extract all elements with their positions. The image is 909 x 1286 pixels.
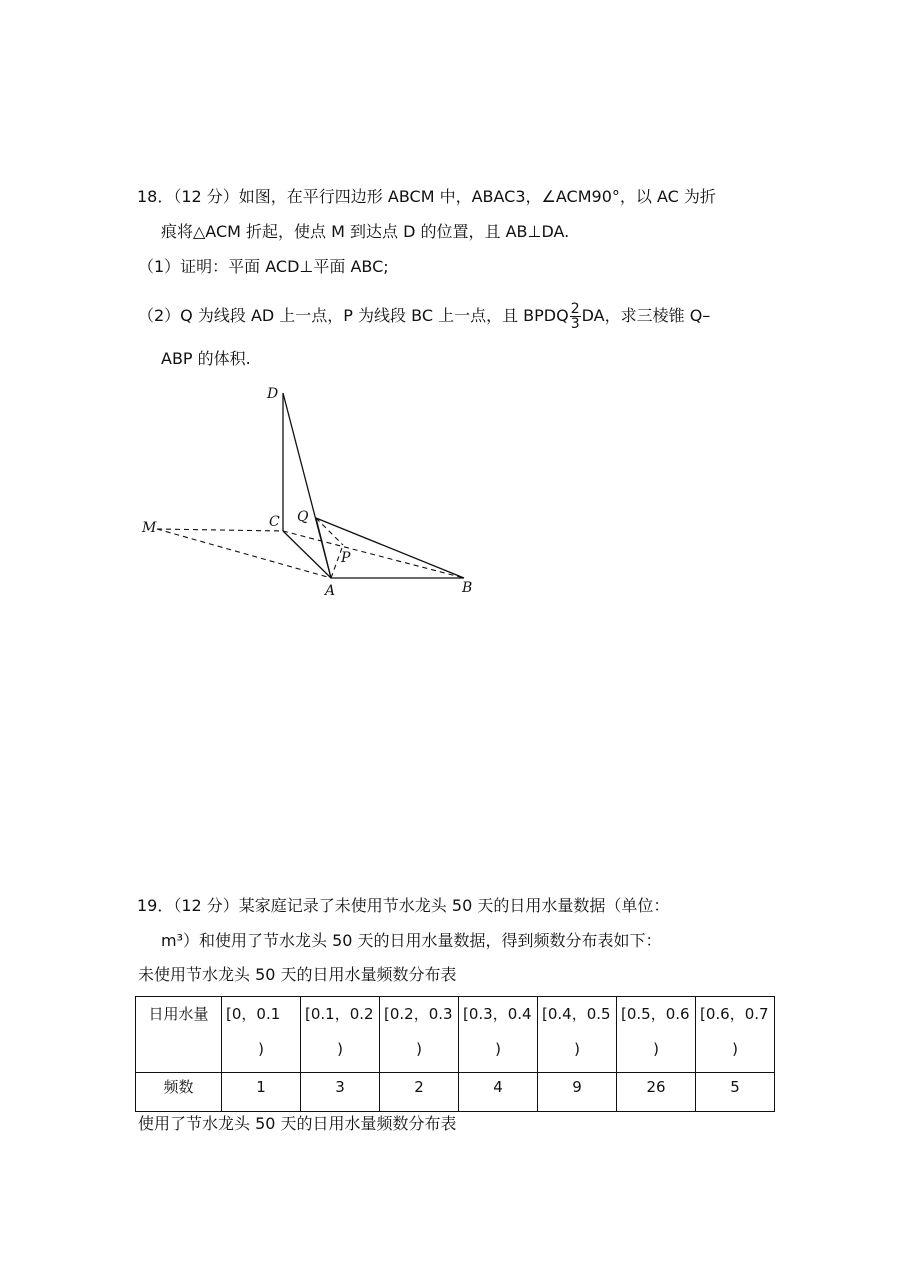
bin-close: ) (258, 1040, 264, 1058)
bin-close: ) (653, 1040, 659, 1058)
edge-CB (283, 531, 464, 578)
count-cell: 1 (222, 1073, 301, 1112)
q19-line2: m³）和使用了节水龙头 50 天的日用水量数据，得到频数分布表如下： (161, 931, 662, 950)
q18-part1: （1）证明：平面 ACD⊥平面 ABC; (138, 257, 389, 276)
edge-QP (316, 518, 343, 545)
header-label-cell (136, 997, 222, 1073)
bin-close: ) (574, 1040, 580, 1058)
frequency-table (135, 996, 775, 1112)
table2-title: 使用了节水龙头 50 天的日用水量频数分布表 (138, 1114, 457, 1133)
header-label: 日用水量 (148, 1005, 209, 1023)
edge-QA (316, 518, 331, 578)
table1-title: 未使用节水龙头 50 天的日用水量频数分布表 (138, 965, 457, 984)
label-Q: Q (297, 509, 309, 525)
count-cell: 4 (459, 1073, 538, 1112)
label-C: C (269, 514, 280, 530)
bin-close: ) (495, 1040, 501, 1058)
bin-label: [0.4，0.5 (542, 1005, 611, 1023)
bin-cell (696, 997, 775, 1073)
label-D: D (267, 386, 279, 402)
bin-label: [0.2，0.3 (384, 1005, 453, 1023)
bin-cell (617, 997, 696, 1073)
bin-label: [0.5，0.6 (621, 1005, 690, 1023)
bin-cell (301, 997, 380, 1073)
fraction-denominator: 3 (570, 316, 580, 332)
bin-close: ) (337, 1040, 343, 1058)
count-cell: 2 (380, 1073, 459, 1112)
count-cell: 5 (696, 1073, 775, 1112)
count-cell: 9 (538, 1073, 617, 1112)
fraction-numerator: 2 (570, 301, 580, 317)
edge-CA (283, 531, 331, 578)
table-count-row (136, 1073, 775, 1112)
label-B: B (462, 580, 473, 596)
label-A: A (325, 583, 336, 599)
bin-label: [0，0.1 (226, 1005, 281, 1023)
count-cell: 3 (301, 1073, 380, 1112)
q19-line1: 19．（12 分）某家庭记录了未使用节水龙头 50 天的日用水量数据（单位： (137, 896, 670, 915)
edge-QB (316, 518, 464, 578)
q18-part2-cont: ABP 的体积. (161, 349, 251, 368)
bin-cell (222, 997, 301, 1073)
bin-label: [0.3，0.4 (463, 1005, 532, 1023)
q18-part2-text-a: （2）Q 为线段 AD 上一点，P 为线段 BC 上一点，且 BPDQ (138, 306, 569, 325)
edge-MA (157, 529, 331, 578)
edge-DA (283, 393, 331, 578)
bin-close: ) (416, 1040, 422, 1058)
q18-line1: 18．（12 分）如图，在平行四边形 ABCM 中，ABAC3，∠ACM90°，以 AC 为折 (137, 187, 716, 206)
bin-label: [0.6，0.7 (700, 1005, 769, 1023)
q18-part2 (138, 300, 710, 332)
bin-label: [0.1，0.2 (305, 1005, 374, 1023)
q18-line2: 痕将△ACM 折起，使点 M 到达点 D 的位置，且 AB⊥DA. (161, 222, 570, 241)
bin-cell (538, 997, 617, 1073)
count-cell: 26 (617, 1073, 696, 1112)
bin-cell (380, 997, 459, 1073)
edge-AP (331, 545, 343, 578)
edge-MC (157, 529, 283, 531)
label-M: M (142, 520, 157, 536)
label-P: P (341, 550, 351, 566)
bin-close: ) (732, 1040, 738, 1058)
fraction-two-thirds (570, 302, 581, 331)
bin-cell (459, 997, 538, 1073)
table-header-row (136, 997, 775, 1073)
q18-part2-text-b: DA，求三棱锥 Q– (581, 306, 711, 325)
row-label-cell: 频数 (136, 1073, 222, 1112)
